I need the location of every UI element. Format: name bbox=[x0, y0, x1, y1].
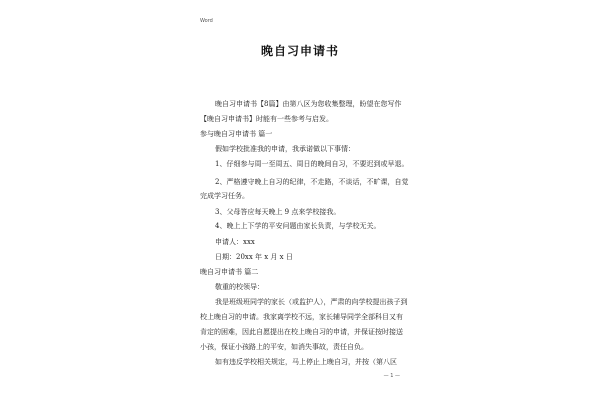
document-title: 晚自习申请书 bbox=[260, 44, 339, 58]
body-line: 【晚自习申请书】时能有一些参考与启发。 bbox=[200, 115, 333, 123]
body-line: 1、仔细参与周一至周五、周日的晚间自习，不要迟到或早退。 bbox=[215, 160, 409, 168]
applicant-line: 申请人：xxx bbox=[215, 238, 255, 246]
body-line: 肯定的困难，因此自愿提出在校上晚自习的申请，并保证按时接送 bbox=[200, 328, 403, 336]
body-line: 校上晚自习的申请。我家离学校不远，家长辅导同学全部科目又有 bbox=[200, 313, 403, 321]
body-line: 假如学校批准我的申请，我承诺做以下事情： bbox=[215, 145, 355, 153]
body-line: 小孩，保证小孩路上的平安，如消失事故，责任自负。 bbox=[200, 343, 368, 351]
section-heading: 参与晚自习申请书 篇一 bbox=[200, 130, 273, 138]
body-line: 如有违反学校相关规定，马上停止上晚自习，并按（第八区 bbox=[215, 358, 397, 366]
body-line: 2、严格遵守晚上自习的纪律，不走路，不谈话，不旷课，自觉 bbox=[215, 178, 409, 186]
section-heading: 晚自习申请书 篇二 bbox=[200, 268, 259, 276]
page-number: — 1 — bbox=[383, 373, 400, 379]
salutation-line: 敬重的校领导： bbox=[215, 283, 264, 291]
header-mark: Word bbox=[200, 18, 213, 24]
body-line: 4、晚上上下学的平安问题由家长负责，与学校无关。 bbox=[215, 222, 381, 230]
date-line: 日期：20xx 年 x 月 x 日 bbox=[215, 253, 293, 261]
body-line: 我是班级班同学的家长（或监护人），严肃的向学校提出孩子到 bbox=[215, 298, 408, 306]
body-line: 3、父母答应每天晚上 9 点来学校接我。 bbox=[215, 208, 341, 216]
body-line: 完成学习任务。 bbox=[200, 192, 249, 200]
body-line: 晚自习申请书【8篇】由第八区为您收集整理，盼望在您写作 bbox=[215, 100, 402, 108]
